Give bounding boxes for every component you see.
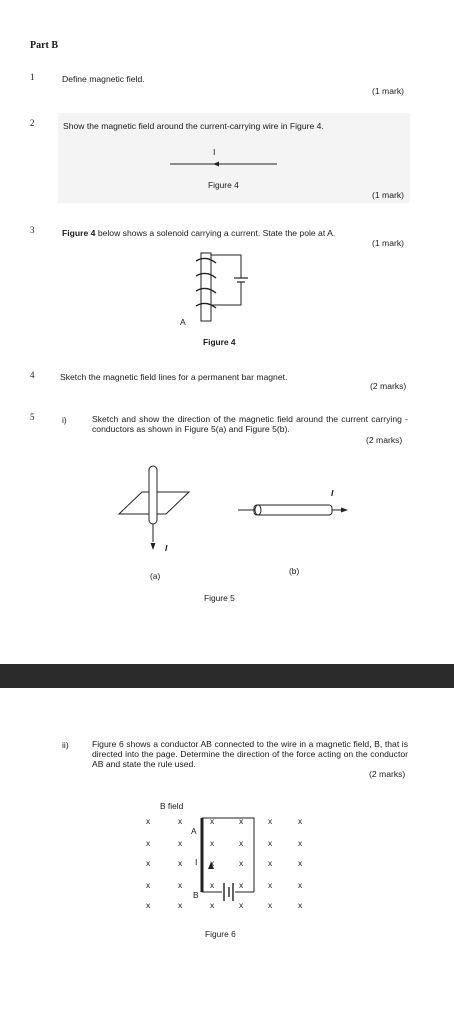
field-cross: x [298,880,303,890]
page-divider [0,664,454,688]
field-cross: x [298,816,303,826]
question-2-mark: (1 mark) [372,190,404,200]
field-cross: x [178,816,183,826]
question-3-mark: (1 mark) [372,238,404,248]
field-cross: x [239,816,244,826]
figure-4-wire [165,145,285,175]
question-1-mark: (1 mark) [372,86,404,96]
field-cross: x [146,816,151,826]
figure-5a-label: (a) [150,571,161,581]
question-5i-mark: (2 marks) [366,435,403,445]
field-cross: x [146,838,151,848]
figure-4-caption: Figure 4 [208,180,239,190]
field-cross: x [239,838,244,848]
field-cross: x [268,816,273,826]
figure-5b-current-label: I [331,488,334,498]
field-cross: x [210,858,215,868]
question-5ii-text: Figure 6 shows a conductor AB connected to the wire in a magnetic field, B, that is directed into the page. Determine the direction of the force acting on the conductor AB and state the rule used. [92,739,408,769]
field-cross: x [210,838,215,848]
question-2-text: Show the magnetic field around the current-carrying wire in Figure 4. [63,121,324,131]
question-5-number: 5 [30,412,35,422]
field-cross: x [178,900,183,910]
question-3-text-rest: below shows a solenoid carrying a current. State the pole at A. [95,228,336,238]
figure-4-current-label: I [213,147,216,157]
question-5ii-mark: (2 marks) [369,769,406,779]
figure-5-caption: Figure 5 [204,593,235,603]
field-cross: x [239,858,244,868]
figure-5b-label: (b) [289,566,300,576]
question-4-text: Sketch the magnetic field lines for a permanent bar magnet. [60,372,288,382]
field-cross: x [146,900,151,910]
figure-4-solenoid-caption: Figure 4 [203,337,236,347]
figure-5a-vertical-conductor [116,462,191,557]
question-1-number: 1 [30,72,35,82]
figure-6-field-label: B field [160,801,184,811]
question-4-mark: (2 marks) [370,381,407,391]
field-cross: x [268,838,273,848]
figure-6-crosses [140,812,320,912]
part-heading: Part B [30,40,59,51]
field-cross: x [178,858,183,868]
point-b-label: B [193,890,199,900]
question-3-figure-ref: Figure 4 [62,228,96,238]
field-cross: x [298,838,303,848]
field-cross: x [178,838,183,848]
field-cross: x [178,880,183,890]
question-5ii-label: ii) [62,740,69,750]
question-5i-text: Sketch and show the direction of the magnetic field around the current carrying - conductors as shown in Figure 5(a) and Figure 5(b). [92,414,408,434]
question-2-number: 2 [30,118,35,128]
figure-5a-current-label: I [165,543,168,553]
solenoid-circuit-diagram [178,245,268,330]
question-5i-label: i) [62,415,67,425]
question-4-number: 4 [30,370,35,380]
field-cross: x [146,858,151,868]
field-cross: x [268,880,273,890]
question-3-text [62,228,335,238]
field-cross: x [239,880,244,890]
field-cross: x [298,900,303,910]
question-1-text: Define magnetic field. [62,74,145,84]
question-3-number: 3 [30,225,35,235]
field-cross: x [239,900,244,910]
point-a-label: A [191,826,197,836]
field-cross: x [210,816,215,826]
field-cross: x [298,858,303,868]
field-cross: x [146,880,151,890]
field-cross: x [210,880,215,890]
solenoid-end-label-a: A [180,317,186,327]
figure-6-caption: Figure 6 [205,929,236,939]
current-label: I [195,857,198,867]
field-cross: x [268,858,273,868]
field-cross: x [268,900,273,910]
figure-5b-horizontal-conductor [234,496,354,526]
field-cross: x [210,900,215,910]
